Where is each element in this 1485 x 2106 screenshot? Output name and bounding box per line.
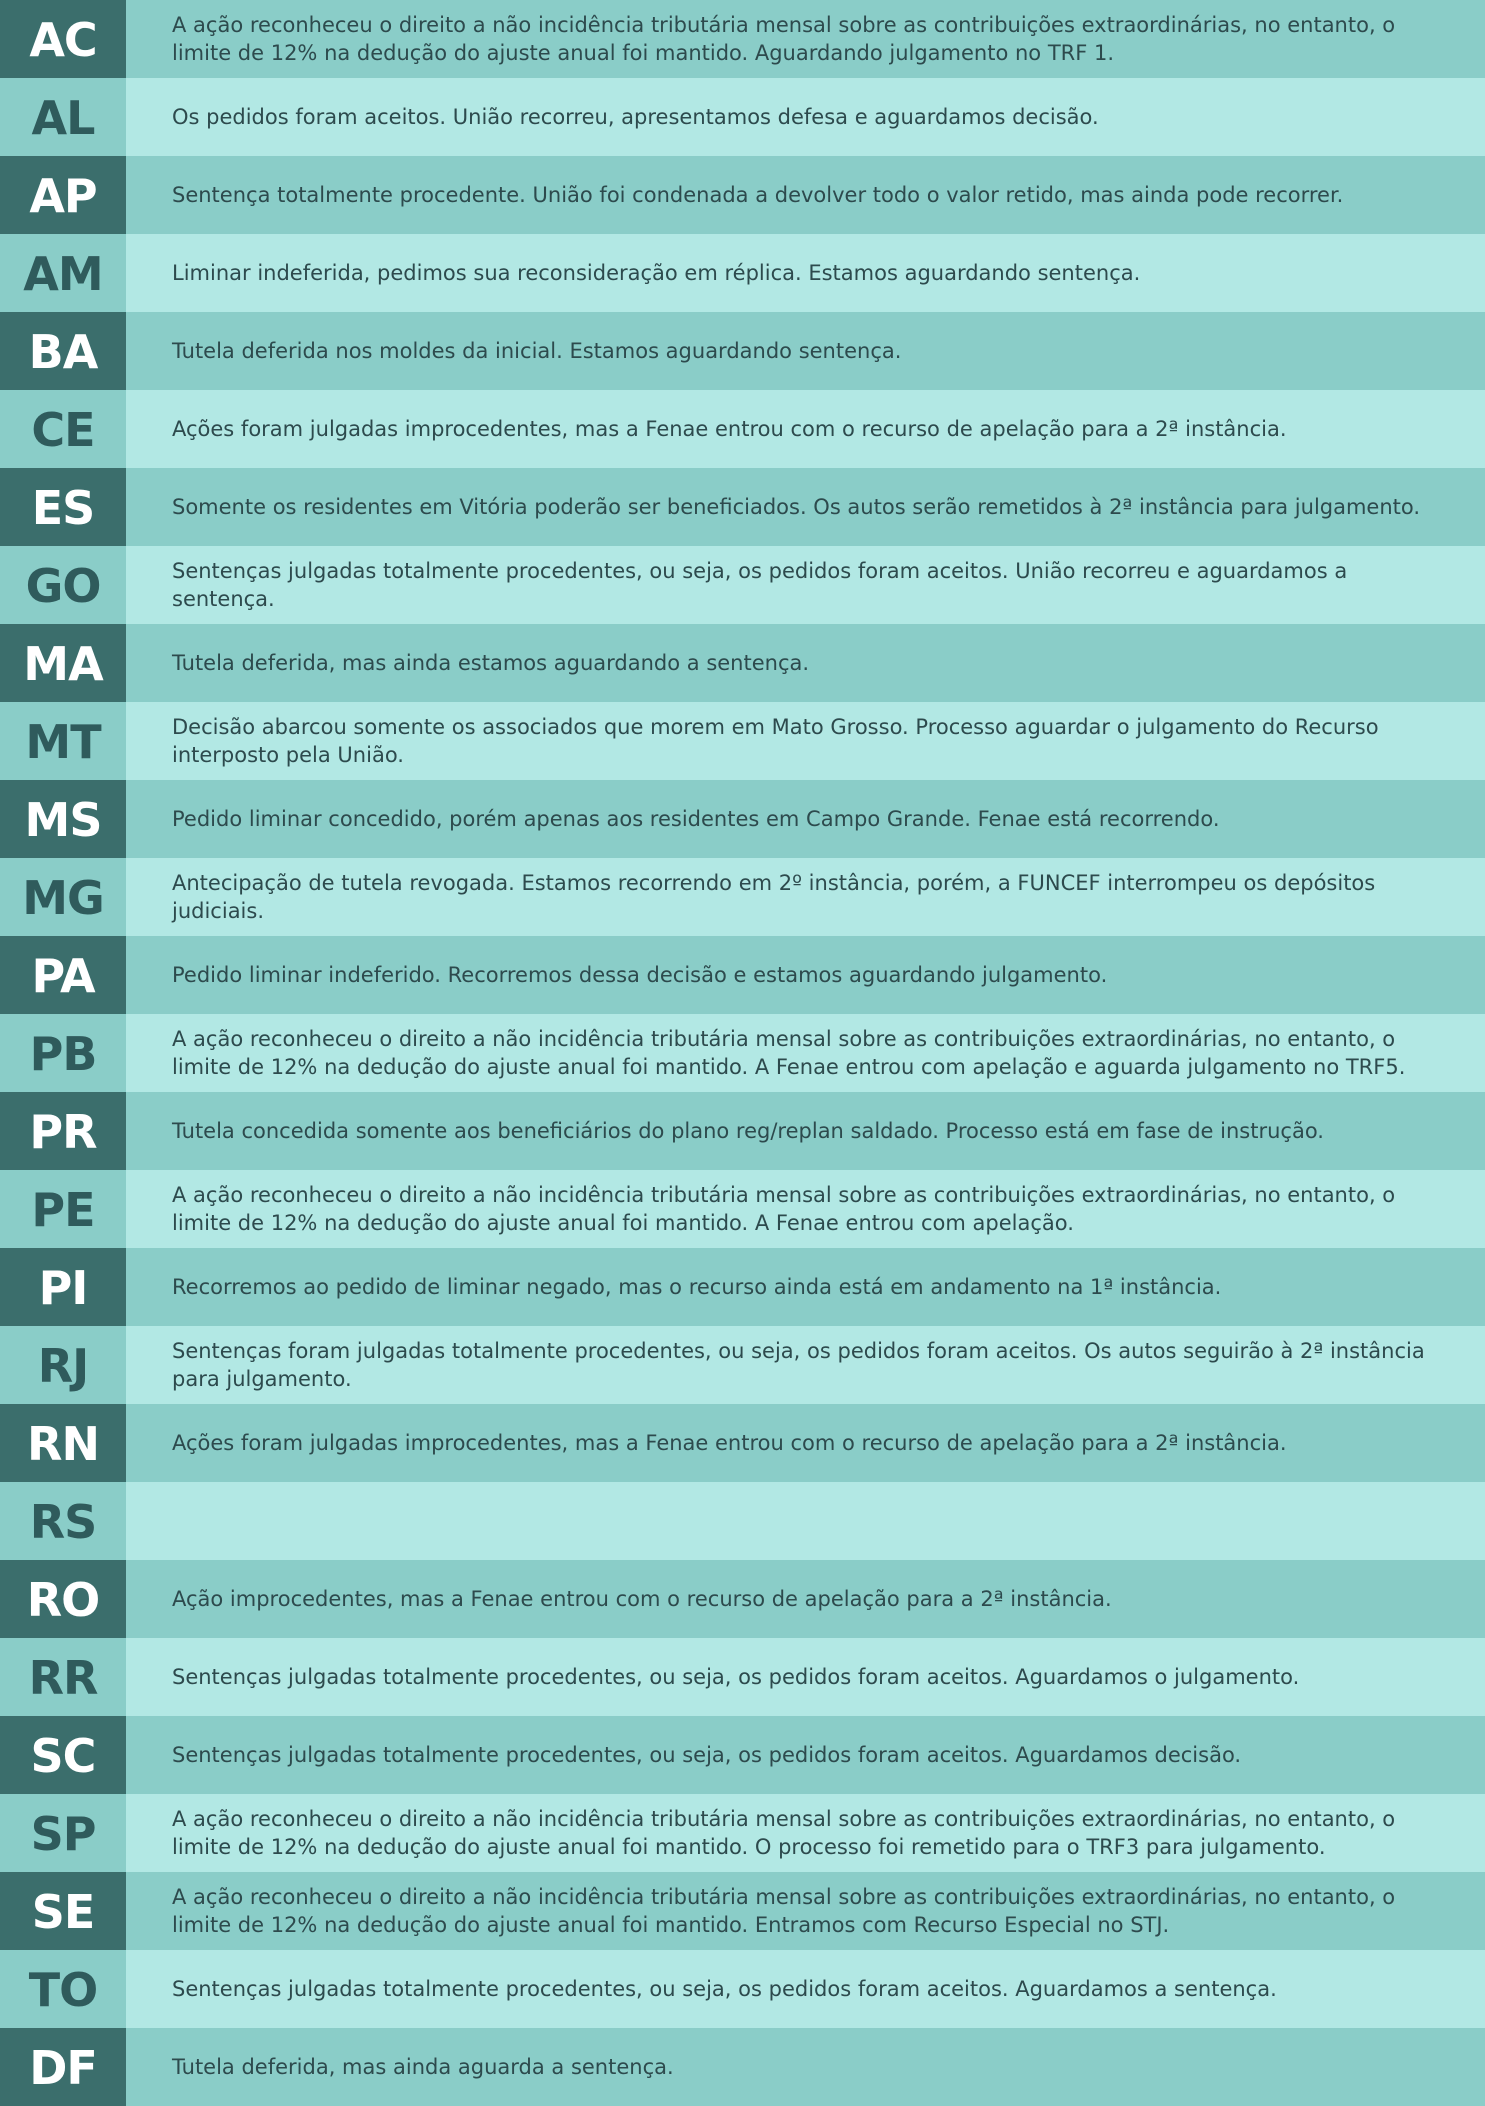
status-text: A ação reconheceu o direito a não incidência tributária mensal sobre as contribuições extraordinárias, no entanto, o limite de 12% na dedução do ajuste anual foi mantido. A Fenae entrou com apelação. [126,1170,1485,1248]
state-code: RS [0,1482,126,1560]
status-text: Sentenças julgadas totalmente procedentes, ou seja, os pedidos foram aceitos. Aguardamos decisão. [126,1716,1485,1794]
table-row-pr [0,1092,1485,1170]
table-row-pb [0,1014,1485,1092]
state-code: AC [0,0,126,78]
status-text: Sentenças julgadas totalmente procedentes, ou seja, os pedidos foram aceitos. Aguardamos a sentença. [126,1950,1485,2028]
table-row-sp [0,1794,1485,1872]
state-code: PB [0,1014,126,1092]
state-code: CE [0,390,126,468]
table-row-rn [0,1404,1485,1482]
table-row-ap [0,156,1485,234]
state-code: SC [0,1716,126,1794]
table-row-ms [0,780,1485,858]
table-row-to [0,1950,1485,2028]
table-row-rj [0,1326,1485,1404]
status-text: A ação reconheceu o direito a não incidência tributária mensal sobre as contribuições extraordinárias, no entanto, o limite de 12% na dedução do ajuste anual foi mantido. Aguardando julgamento no TRF 1. [126,0,1485,78]
table-row-al [0,78,1485,156]
state-code: PR [0,1092,126,1170]
state-code: GO [0,546,126,624]
status-text: Pedido liminar concedido, porém apenas aos residentes em Campo Grande. Fenae está recorrendo. [126,780,1485,858]
table-row-ba [0,312,1485,390]
table-row-sc [0,1716,1485,1794]
status-text: Tutela concedida somente aos beneficiários do plano reg/replan saldado. Processo está em fase de instrução. [126,1092,1485,1170]
state-code: PE [0,1170,126,1248]
state-code: ES [0,468,126,546]
table-row-ce [0,390,1485,468]
table-row-rs [0,1482,1485,1560]
status-text: Antecipação de tutela revogada. Estamos recorrendo em 2º instância, porém, a FUNCEF interrompeu os depósitos judiciais. [126,858,1485,936]
state-code: PI [0,1248,126,1326]
state-code: BA [0,312,126,390]
status-text: Somente os residentes em Vitória poderão ser beneficiados. Os autos serão remetidos à 2ª instância para julgamento. [126,468,1485,546]
table-row-pe [0,1170,1485,1248]
state-code: RR [0,1638,126,1716]
table-row-rr [0,1638,1485,1716]
state-code: SE [0,1872,126,1950]
state-code: DF [0,2028,126,2106]
status-text: Liminar indeferida, pedimos sua reconsideração em réplica. Estamos aguardando sentença. [126,234,1485,312]
state-code: AM [0,234,126,312]
state-code: TO [0,1950,126,2028]
status-text: A ação reconheceu o direito a não incidência tributária mensal sobre as contribuições extraordinárias, no entanto, o limite de 12% na dedução do ajuste anual foi mantido. Entramos com Recurso Especial no STJ. [126,1872,1485,1950]
status-text: A ação reconheceu o direito a não incidência tributária mensal sobre as contribuições extraordinárias, no entanto, o limite de 12% na dedução do ajuste anual foi mantido. O processo foi remetido para o TRF3 para julgamento. [126,1794,1485,1872]
table-row-am [0,234,1485,312]
status-text: Tutela deferida, mas ainda aguarda a sentença. [126,2028,1485,2106]
state-code: AP [0,156,126,234]
status-text: Ações foram julgadas improcedentes, mas a Fenae entrou com o recurso de apelação para a 2ª instância. [126,1404,1485,1482]
state-code: AL [0,78,126,156]
table-row-mt [0,702,1485,780]
state-code: MS [0,780,126,858]
status-text: Decisão abarcou somente os associados que morem em Mato Grosso. Processo aguardar o julgamento do Recurso interposto pela União. [126,702,1485,780]
state-code: RJ [0,1326,126,1404]
status-text [126,1482,1485,1560]
state-code: PA [0,936,126,1014]
status-text: Tutela deferida, mas ainda estamos aguardando a sentença. [126,624,1485,702]
status-text: Ações foram julgadas improcedentes, mas a Fenae entrou com o recurso de apelação para a 2ª instância. [126,390,1485,468]
state-code: MA [0,624,126,702]
status-text: Ação improcedentes, mas a Fenae entrou com o recurso de apelação para a 2ª instância. [126,1560,1485,1638]
table-row-mg [0,858,1485,936]
table-row-se [0,1872,1485,1950]
status-text: Sentenças julgadas totalmente procedentes, ou seja, os pedidos foram aceitos. União recorreu e aguardamos a sentença. [126,546,1485,624]
status-text: Sentença totalmente procedente. União foi condenada a devolver todo o valor retido, mas ainda pode recorrer. [126,156,1485,234]
status-text: A ação reconheceu o direito a não incidência tributária mensal sobre as contribuições extraordinárias, no entanto, o limite de 12% na dedução do ajuste anual foi mantido. A Fenae entrou com apelação e aguarda julgamento no TRF5. [126,1014,1485,1092]
table-row-pa [0,936,1485,1014]
status-text: Os pedidos foram aceitos. União recorreu, apresentamos defesa e aguardamos decisão. [126,78,1485,156]
table-row-df [0,2028,1485,2106]
table-row-ac [0,0,1485,78]
table-row-ro [0,1560,1485,1638]
status-text: Sentenças foram julgadas totalmente procedentes, ou seja, os pedidos foram aceitos. Os autos seguirão à 2ª instância para julgamento. [126,1326,1485,1404]
table-row-es [0,468,1485,546]
state-code: SP [0,1794,126,1872]
status-text: Tutela deferida nos moldes da inicial. Estamos aguardando sentença. [126,312,1485,390]
table-row-pi [0,1248,1485,1326]
state-code: MT [0,702,126,780]
status-text: Pedido liminar indeferido. Recorremos dessa decisão e estamos aguardando julgamento. [126,936,1485,1014]
table-row-ma [0,624,1485,702]
state-code: RO [0,1560,126,1638]
status-text: Sentenças julgadas totalmente procedentes, ou seja, os pedidos foram aceitos. Aguardamos o julgamento. [126,1638,1485,1716]
state-code: RN [0,1404,126,1482]
table-row-go [0,546,1485,624]
status-text: Recorremos ao pedido de liminar negado, mas o recurso ainda está em andamento na 1ª instância. [126,1248,1485,1326]
state-code: MG [0,858,126,936]
